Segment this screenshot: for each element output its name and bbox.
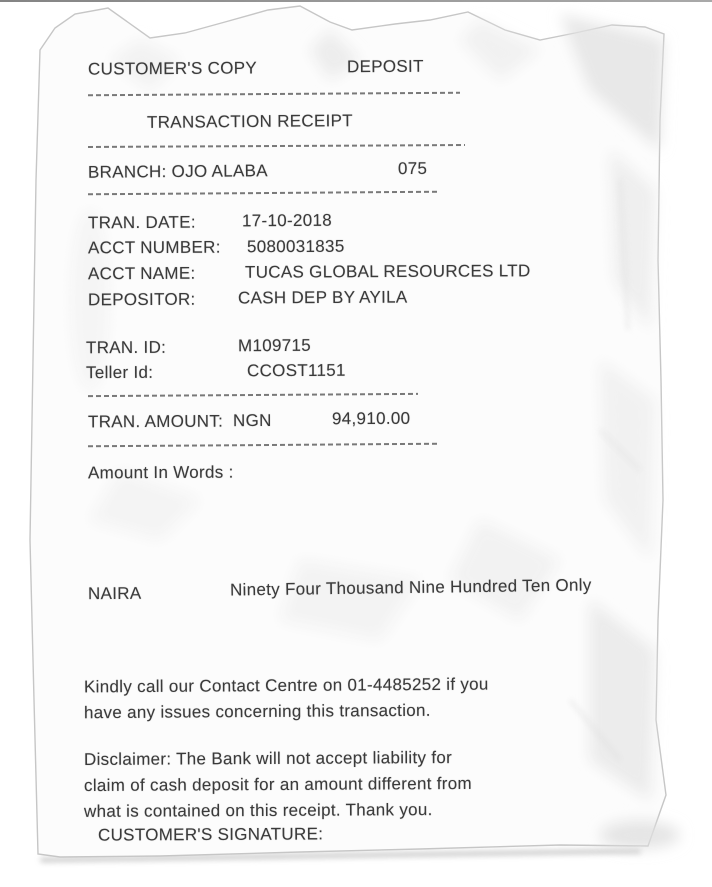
- disclaimer-line1: Disclaimer: The Bank will not accept liability for: [83, 748, 453, 769]
- acct-name-value: TUCAS GLOBAL RESOURCES LTD: [244, 261, 531, 282]
- disclaimer-line2: claim of cash deposit for an amount different from: [83, 773, 472, 796]
- acct-name-label: ACCT NAME:: [87, 263, 196, 284]
- naira-label: NAIRA: [87, 583, 142, 604]
- deposit-label: DEPOSIT: [346, 56, 424, 77]
- branch-code: 075: [397, 158, 428, 179]
- branch-line: BRANCH: OJO ALABA: [87, 161, 268, 182]
- amount-in-words-value: Ninety Four Thousand Nine Hundred Ten Only: [229, 575, 592, 600]
- customers-copy-label: CUSTOMER'S COPY: [87, 58, 258, 79]
- dashed-divider: [88, 92, 460, 97]
- teller-id-label: Teller Id:: [85, 362, 154, 383]
- customer-signature-label: CUSTOMER'S SIGNATURE:: [97, 824, 324, 845]
- receipt-title: TRANSACTION RECEIPT: [146, 111, 354, 132]
- acct-number-value: 5080031835: [246, 236, 345, 257]
- tran-amount-value: 94,910.00: [331, 408, 411, 429]
- tran-id-label: TRAN. ID:: [85, 337, 167, 358]
- dashed-divider: [88, 144, 465, 148]
- amount-in-words-label: Amount In Words :: [87, 462, 234, 483]
- dashed-divider: [88, 393, 418, 397]
- tran-date-value: 17-10-2018: [241, 210, 333, 231]
- teller-id-value: CCOST1151: [246, 360, 346, 381]
- contact-note-line1: Kindly call our Contact Centre on 01-4485252 if you: [83, 674, 489, 697]
- dashed-divider: [88, 191, 440, 195]
- tran-amount-label: TRAN. AMOUNT:: [87, 411, 224, 432]
- depositor-label: DEPOSITOR:: [87, 289, 196, 310]
- contact-note-line2: have any issues concerning this transaction.: [83, 700, 431, 723]
- tran-amount-currency: NGN: [232, 410, 272, 431]
- acct-number-label: ACCT NUMBER:: [87, 237, 221, 258]
- depositor-value: CASH DEP BY AYILA: [237, 287, 408, 308]
- dashed-divider: [88, 443, 440, 447]
- disclaimer-line3: what is contained on this receipt. Thank you.: [83, 800, 433, 821]
- tran-date-label: TRAN. DATE:: [87, 212, 196, 233]
- tran-id-value: M109715: [237, 335, 312, 356]
